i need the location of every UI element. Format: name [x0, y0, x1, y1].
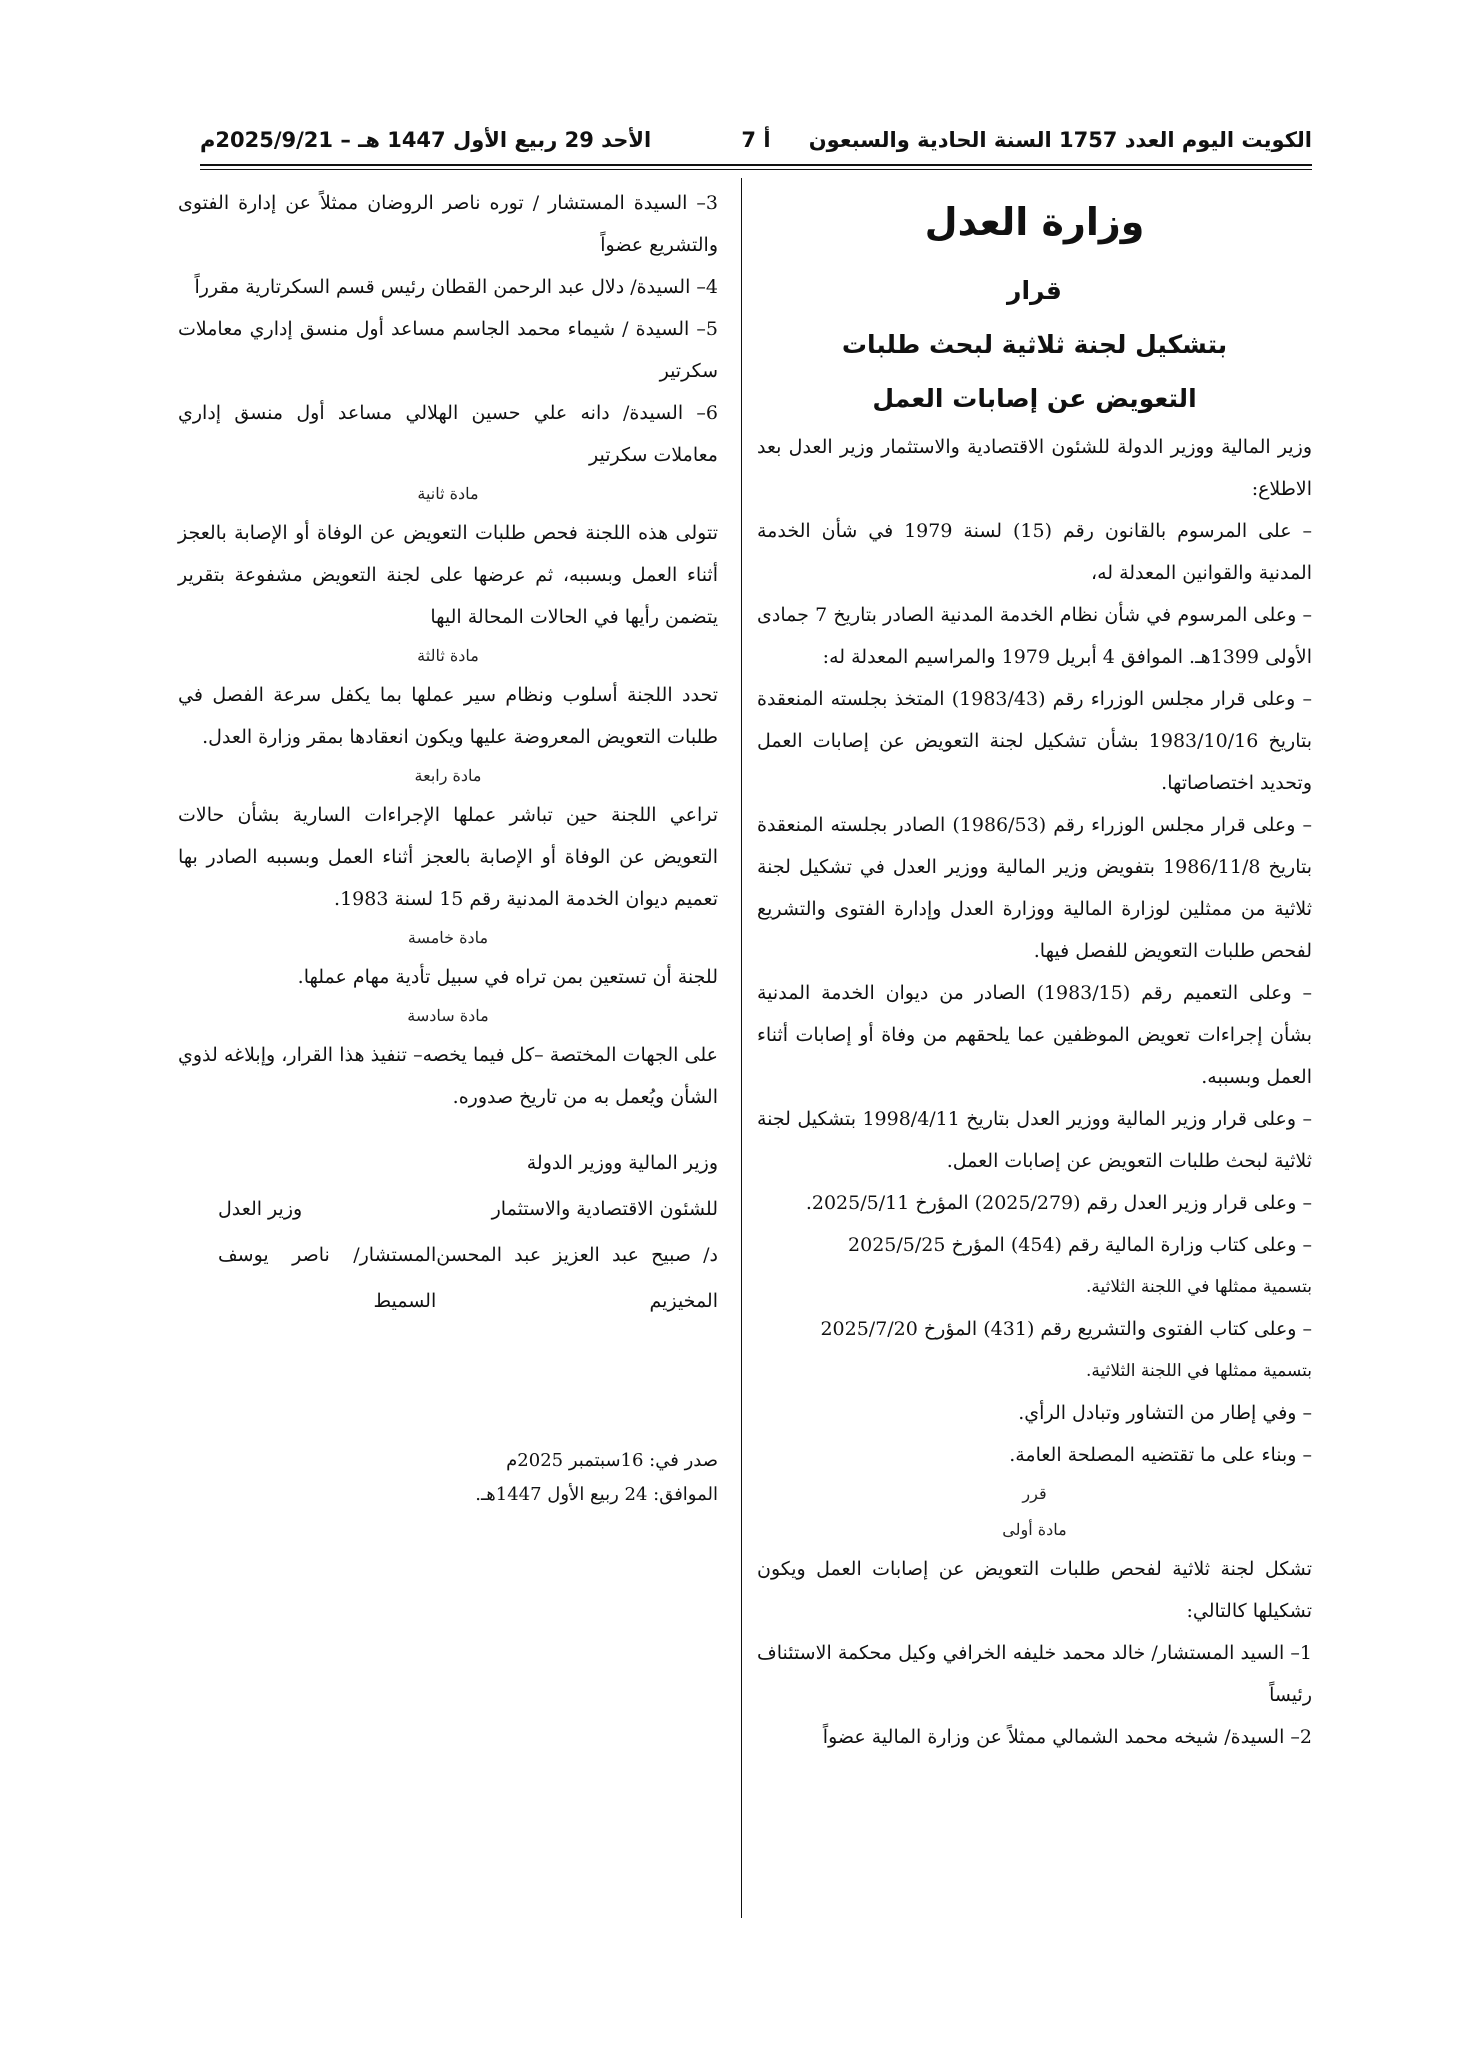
article5-text: للجنة أن تستعين بمن تراه في سبيل تأدية مهام عملها.	[297, 966, 718, 988]
decision-word: قرار	[1007, 276, 1062, 305]
committee-member: 6– السيدة/ دانه علي حسين الهلالي مساعد أول منسق إداري معاملات سكرتير	[178, 402, 718, 466]
issued-on: صدر في: 16سبتمبر 2025م	[506, 1450, 718, 1471]
gazette-issue-info: الكويت اليوم العدد 1757 السنة الحادية والسبعون	[808, 128, 1312, 152]
article1-text: تشكل لجنة ثلاثية لفحص طلبات التعويض عن إصابات العمل ويكون تشكيلها كالتالي:	[757, 1558, 1312, 1622]
gazette-date: الأحد 29 ربيع الأول 1447 هـ – 2025/9/21م	[200, 128, 652, 152]
column-divider	[741, 178, 742, 1918]
signature-titles-row	[178, 1186, 718, 1232]
finance-minister-title-line1: وزير المالية ووزير الدولة	[526, 1152, 718, 1174]
ministry-title: وزارة العدل	[924, 200, 1145, 244]
header-rule-thick	[200, 164, 1312, 166]
committee-member: 2– السيدة/ شيخه محمد الشمالي ممثلاً عن وزارة المالية عضواً	[822, 1726, 1312, 1748]
page-number: أ 7	[741, 128, 771, 152]
issue-date-block	[178, 1444, 718, 1512]
article4-heading: مادة رابعة	[414, 766, 482, 785]
committee-member: 3– السيدة المستشار / توره ناصر الروضان ممثلاً عن إدارة الفتوى والتشريع عضواً	[178, 192, 718, 256]
finance-letter: – وعلى كتاب وزارة المالية رقم (454) المؤرخ 2025/5/25	[848, 1234, 1312, 1256]
gazette-header	[200, 118, 1312, 162]
article6-text: على الجهات المختصة –كل فيما يخصه– تنفيذ هذا القرار، وإبلاغه لذوي الشأن ويُعمل به من تاريخ صدوره.	[178, 1044, 718, 1108]
article1-heading: مادة أولى	[1002, 1520, 1067, 1539]
preamble-paragraph: – وعلى قرار وزير العدل رقم (2025/279) المؤرخ 2025/5/11.	[805, 1192, 1312, 1214]
article3-heading: مادة ثالثة	[417, 646, 479, 665]
preamble-paragraph: – وعلى قرار مجلس الوزراء رقم (1986/53) الصادر بجلسته المنعقدة بتاريخ 1986/11/8 بتفويض وزير المالية ووزير العدل في تشكيل لجنة ثلاثية من ممثلين لوزارة المالية ووزارة العدل وإدارة الفتوى والتشريع لفحص طلبات التعويض للفصل فيها.	[757, 814, 1313, 962]
article2-heading: مادة ثانية	[417, 484, 479, 503]
preamble-paragraph: – وعلى التعميم رقم (1983/15) الصادر من ديوان الخدمة المدنية بشأن إجراءات تعويض الموظفين عما يلحقهم من وفاة أو إصابات أثناء العمل وبسببه.	[757, 982, 1312, 1088]
decision-title-line2: التعويض عن إصابات العمل	[872, 384, 1197, 413]
fatwa-letter-note: بتسمية ممثلها في اللجنة الثلاثية.	[1085, 1361, 1312, 1381]
justice-minister-name: المستشار/ ناصر يوسف السميط	[218, 1244, 437, 1312]
justice-minister-title: وزير العدل	[218, 1198, 303, 1220]
header-rule-thin	[200, 169, 1312, 170]
article2-text: تتولى هذه اللجنة فحص طلبات التعويض عن الوفاة أو الإصابة بالعجز أثناء العمل وبسببه، ثم عرضها على لجنة التعويض مشفوعة بتقرير يتضمن رأيها في الحالات المحالة اليها	[178, 522, 718, 628]
signature-names-row	[178, 1232, 718, 1324]
article3-text: تحدد اللجنة أسلوب ونظام سير عملها بما يكفل سرعة الفصل في طلبات التعويض المعروضة عليها ويكون انعقادها بمقر وزارة العدل.	[178, 684, 718, 748]
article5-heading: مادة خامسة	[407, 928, 489, 947]
preamble-paragraph: – وعلى قرار مجلس الوزراء رقم (1983/43) المتخذ بجلسته المنعقدة بتاريخ 1983/10/16 بشأن تشكيل لجنة التعويض عن إصابات العمل وتحديد اختصاصاتها.	[757, 688, 1313, 794]
committee-member: 1– السيد المستشار/ خالد محمد خليفه الخرافي وكيل محكمة الاستئناف رئيساً	[757, 1642, 1312, 1706]
preamble-paragraph: – على المرسوم بالقانون رقم (15) لسنة 1979 في شأن الخدمة المدنية والقوانين المعدلة له،	[757, 520, 1312, 584]
left-column	[178, 182, 718, 1512]
article4-text: تراعي اللجنة حين تباشر عملها الإجراءات السارية بشأن حالات التعويض عن الوفاة أو الإصابة بالعجز أثناء العمل وبسببه الصادر بها تعميم ديوان الخدمة المدنية رقم 15 لسنة 1983.	[178, 804, 718, 910]
finance-letter-note: بتسمية ممثلها في اللجنة الثلاثية.	[1085, 1277, 1312, 1297]
hijri-date: الموافق: 24 ربيع الأول 1447هـ.	[475, 1484, 718, 1505]
public-interest-clause: – وبناء على ما تقتضيه المصلحة العامة.	[1009, 1444, 1312, 1466]
committee-member: 5– السيدة / شيماء محمد الجاسم مساعد أول منسق إداري معاملات سكرتير	[178, 318, 718, 382]
preamble-paragraph: – وعلى المرسوم في شأن نظام الخدمة المدنية الصادر بتاريخ 7 جمادى الأولى 1399هـ. الموافق 4 أبريل 1979 والمراسيم المعدلة له:	[757, 604, 1312, 668]
fatwa-letter: – وعلى كتاب الفتوى والتشريع رقم (431) المؤرخ 2025/7/20	[820, 1318, 1312, 1340]
signature-block	[178, 1140, 718, 1324]
preamble-paragraph: – وعلى قرار وزير المالية ووزير العدل بتاريخ 1998/4/11 بتشكيل لجنة ثلاثية لبحث طلبات التعويض عن إصابات العمل.	[757, 1108, 1313, 1172]
decision-title-line1: بتشكيل لجنة ثلاثية لبحث طلبات	[841, 330, 1228, 359]
finance-minister-title-line2: للشئون الاقتصادية والاستثمار	[491, 1198, 718, 1220]
right-column	[757, 182, 1312, 1758]
finance-minister-name: د/ صبيح عبد العزيز عبد المحسن المخيزيم	[436, 1244, 718, 1312]
consultation-clause: – وفي إطار من التشاور وتبادل الرأي.	[1018, 1402, 1312, 1424]
article6-heading: مادة سادسة	[407, 1006, 489, 1025]
preamble-paragraph: وزير المالية ووزير الدولة للشئون الاقتصادية والاستثمار وزير العدل بعد الاطلاع:	[757, 436, 1312, 500]
committee-member: 4– السيدة/ دلال عبد الرحمن القطان رئيس قسم السكرتارية مقرراً	[194, 276, 718, 298]
decided-word: قرر	[1022, 1484, 1047, 1503]
